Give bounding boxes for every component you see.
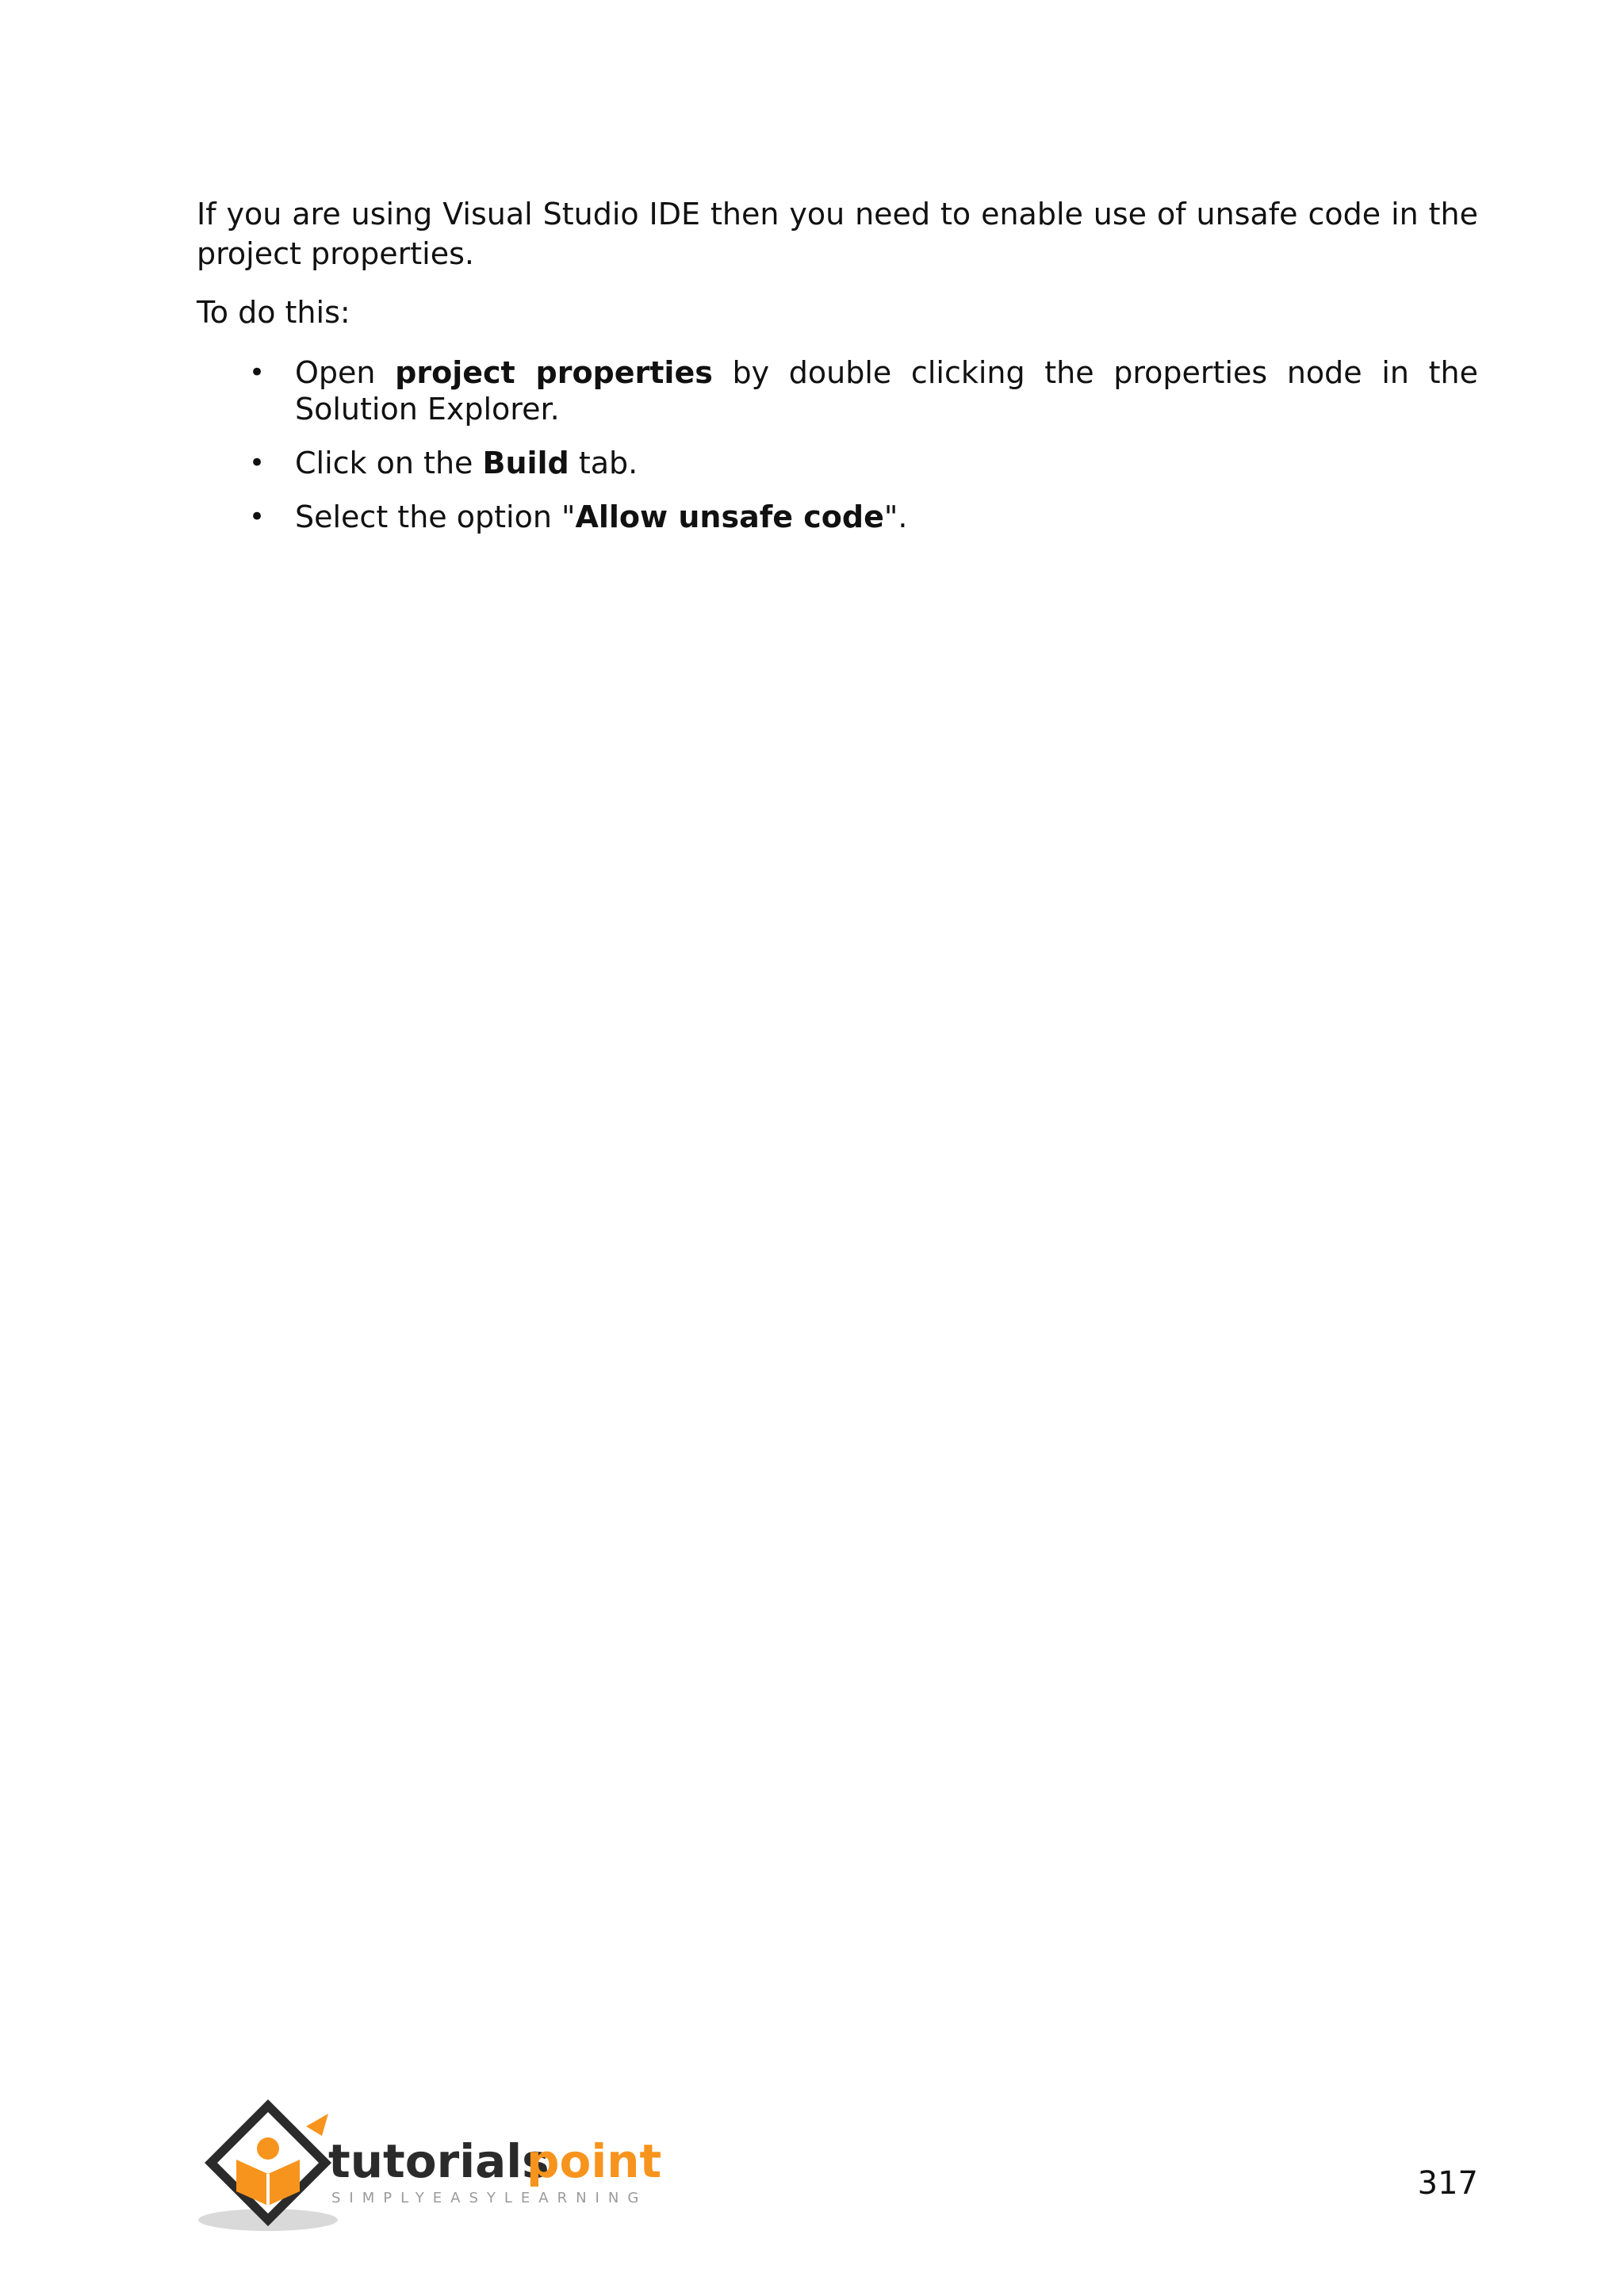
step-text-bold: Build: [482, 446, 569, 480]
logo-text-main: tutorials: [328, 2134, 550, 2188]
list-item: [197, 445, 1478, 481]
page-content: [197, 194, 1478, 553]
step-text-pre: Click on the: [295, 446, 483, 480]
list-item: [197, 354, 1478, 427]
intro-paragraph: If you are using Visual Studio IDE then you need to enable use of unsafe code in the project properties.: [197, 197, 1478, 271]
step-text-bold: Allow unsafe code: [575, 499, 884, 534]
list-item: [197, 499, 1478, 535]
instruction-lead: To do this:: [197, 295, 350, 330]
steps-list: [197, 354, 1478, 535]
step-text-pre: Select the option ": [295, 499, 576, 534]
bullet-icon: •: [249, 357, 266, 388]
step-text-post: tab.: [569, 446, 638, 480]
tutorialspoint-logo: [195, 2095, 662, 2236]
bullet-icon: •: [249, 447, 266, 479]
step-text-bold: project properties: [395, 355, 713, 390]
bullet-icon: •: [249, 501, 266, 533]
logo-figure-head: [257, 2137, 279, 2160]
logo-tagline: SIMPLYEASYLEARNING: [331, 2190, 648, 2206]
step-text-pre: Open: [295, 355, 396, 390]
step-text-post: ".: [883, 499, 908, 534]
logo-text-accent: point: [527, 2134, 662, 2188]
page-number: 317: [1417, 2165, 1478, 2202]
step-text-post: by double clicking the properties node in the Solution Explorer.: [295, 355, 1478, 427]
